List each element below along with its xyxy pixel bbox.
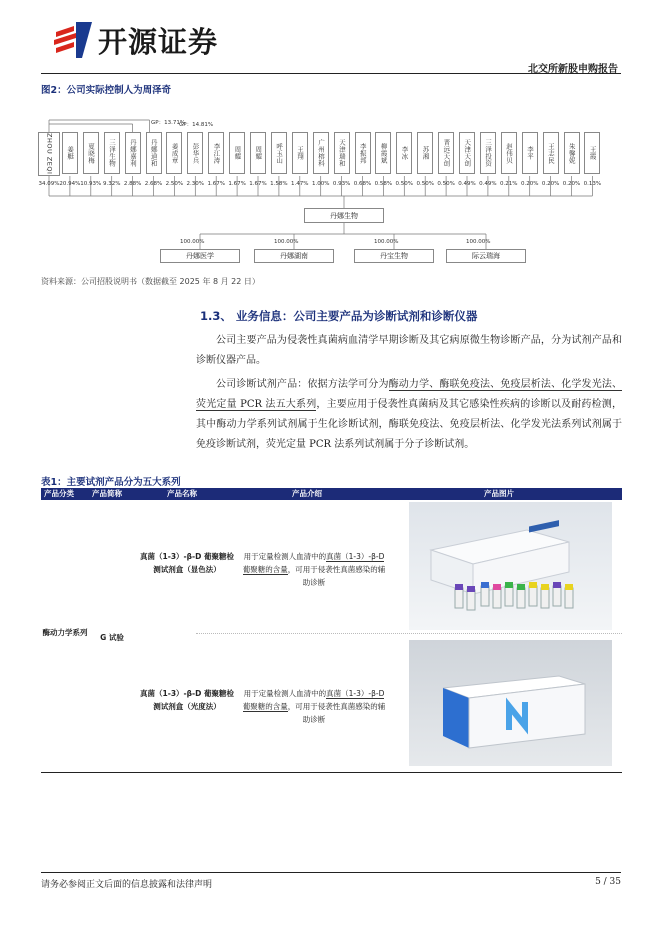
shareholder-box: ZHOU ZEQI xyxy=(38,132,60,176)
section-title: 1.3、 业务信息：公司主要产品为诊断试剂和诊断仪器 xyxy=(200,309,478,323)
header-image: 产品图片 xyxy=(484,489,514,498)
shareholder-pct: 0.50% xyxy=(437,181,455,187)
shareholder-pct: 20.94% xyxy=(59,181,81,187)
shareholder-pct: 0.20% xyxy=(520,181,539,187)
table-bottom-rule xyxy=(41,772,622,773)
subsidiary-pct: 100.00% xyxy=(180,239,205,245)
shareholder-box: 姜成章 xyxy=(166,132,182,174)
shareholder-pct: 0.20% xyxy=(562,181,581,187)
intro-text: ，可用于侵袭性真菌感染的辅助诊断 xyxy=(287,702,386,724)
shareholder-pct: 10.93% xyxy=(80,181,102,187)
intro-text: 用于定量检测人血清中的 xyxy=(243,552,327,561)
shareholder-box: 王霞 xyxy=(584,132,600,174)
shareholder-pct: 2.88% xyxy=(123,181,142,187)
table-title: 表1：主要试剂产品分为五大系列 xyxy=(41,477,181,488)
shareholder-pct: 0.20% xyxy=(541,181,560,187)
shareholder-pct: 1.00% xyxy=(311,181,330,187)
shareholder-pct: 0.58% xyxy=(374,181,393,187)
paragraph-2 xyxy=(196,375,622,455)
gp-label: GP：13.71% xyxy=(151,120,186,126)
shareholder-pct: 2.50% xyxy=(165,181,184,187)
gp-label: GP：14.81% xyxy=(179,122,214,128)
shareholder-box: 晋远天创 xyxy=(438,132,454,174)
intro-underlined: 真菌（1-3）-β-D 葡聚糖的含量 xyxy=(242,689,385,711)
subsidiary-box: 丹宝生物 xyxy=(354,249,434,263)
shareholder-box: 柳霞斌 xyxy=(375,132,391,174)
shareholder-pct: 1.47% xyxy=(291,181,309,187)
shareholder-box: 姜艇 xyxy=(62,132,78,174)
table-row-1-name: 真菌（1-3）-β-D 葡聚糖检测试剂盒（显色法） xyxy=(140,552,234,574)
shareholder-box: 天津瑞和 xyxy=(334,132,350,174)
shareholder-pct: 0.21% xyxy=(500,181,518,187)
shareholder-box: 赵伟贝 xyxy=(501,132,517,174)
shareholder-box: 三泽生物 xyxy=(104,132,120,174)
shareholder-box: 周耀 xyxy=(250,132,266,174)
shareholder-pct: 1.67% xyxy=(249,181,267,187)
subsidiary-pct: 100.00% xyxy=(274,239,299,245)
figure-source: 资料来源：公司招股说明书（数据截至 2025 年 8 月 22 日） xyxy=(41,277,260,286)
table-cell-category: 酶动力学系列 xyxy=(42,628,88,637)
table-header xyxy=(41,488,622,500)
header-intro: 产品介绍 xyxy=(292,489,322,498)
shareholder-box: 李振邦 xyxy=(355,132,371,174)
subsidiary-pct: 100.00% xyxy=(374,239,399,245)
header-divider xyxy=(41,73,621,74)
shareholder-pct: 34.09% xyxy=(38,181,60,187)
subsidiary-box: 际云瑞海 xyxy=(446,249,526,263)
shareholder-pct: 0.13% xyxy=(583,181,602,187)
intro-underlined: 真菌（1-3）-β-D 葡聚糖的含量 xyxy=(242,552,385,574)
shareholder-pct: 1.58% xyxy=(270,181,288,187)
subsidiary-box: 丹娜医学 xyxy=(160,249,240,263)
header-product-name: 产品名称 xyxy=(167,489,197,498)
shareholder-box: 周耀 xyxy=(229,132,245,174)
subsidiary-pct: 100.00% xyxy=(466,239,491,245)
paragraph-2-underlined: 酶动力学、酶联免疫法、免疫层析法、化学发光法、荧光定量 PCR 法五大系列 xyxy=(196,379,623,410)
product-image-kit-colorimetric xyxy=(409,502,612,630)
shareholder-pct: 1.67% xyxy=(228,181,246,187)
intro-text: ，可用于侵袭性真菌感染的辅助诊断 xyxy=(287,565,386,587)
shareholder-box: 王志民 xyxy=(543,132,559,174)
shareholder-pct: 0.49% xyxy=(479,181,497,187)
shareholder-box: 李冰 xyxy=(396,132,412,174)
footer-divider xyxy=(41,872,621,873)
center-company-box: 丹娜生物 xyxy=(304,208,384,223)
shareholder-pct: 0.50% xyxy=(416,181,434,187)
page-number: 5 / 35 xyxy=(595,877,621,887)
company-logo xyxy=(52,20,218,60)
shareholder-pct: 0.93% xyxy=(332,181,351,187)
shareholder-box: 王翔 xyxy=(292,132,308,174)
shareholder-box: 丹娜嘉利 xyxy=(125,132,141,174)
shareholder-pct: 0.50% xyxy=(395,181,414,187)
shareholder-box: 李平 xyxy=(522,132,538,174)
paragraph-2-text-a: 公司诊断试剂产品：依据方法学可分为 xyxy=(216,379,389,390)
shareholder-box: 朱馨妮 xyxy=(564,132,580,174)
subsidiary-box: 丹娜湖南 xyxy=(254,249,334,263)
shareholder-box: 呼玉山 xyxy=(271,132,287,174)
intro-text: 用于定量检测人血清中的 xyxy=(243,689,327,698)
shareholder-box: 李江涛 xyxy=(208,132,224,174)
logo-text: 开源证券 xyxy=(98,24,219,59)
org-chart xyxy=(38,100,621,270)
shareholder-pct: 9.32% xyxy=(102,181,121,187)
shareholder-pct: 1.67% xyxy=(207,181,225,187)
shareholder-pct: 2.68% xyxy=(144,181,163,187)
figure-title: 图2：公司实际控制人为周泽奇 xyxy=(41,85,172,96)
header-category: 产品分类 xyxy=(44,489,74,498)
header-short-name: 产品简称 xyxy=(92,489,122,498)
paragraph-1: 公司主要产品为侵袭性真菌病血清学早期诊断及其它病原微生物诊断产品，分为试剂产品和诊断仪器产品。 xyxy=(196,335,622,366)
table-row-2-name: 真菌（1-3）-β-D 葡聚糖检测试剂盒（光度法） xyxy=(140,689,234,711)
shareholder-box: 天津天创 xyxy=(459,132,475,174)
table-row-1-intro xyxy=(242,550,386,589)
shareholder-pct: 0.68% xyxy=(353,181,372,187)
report-type-label: 北交所新股申购报告 xyxy=(528,64,618,75)
table-row-separator xyxy=(196,633,622,634)
shareholder-box: 三泽投资 xyxy=(480,132,496,174)
shareholder-box: 彭华兵 xyxy=(187,132,203,174)
shareholder-box: 苏湘 xyxy=(417,132,433,174)
table-cell-short-name: G 试验 xyxy=(100,633,124,642)
paragraph-2-text-b: ，主要应用于侵袭性真菌病及其它感染性疾病的诊断以及耐药检测，其中酶动力学系列试剂属于生化诊断试剂，酶联免疫法、免疫层析法、化学发光法系列试剂属于免疫诊断试剂，荧光定量 PCR 法系列试剂属于分子诊断试剂。 xyxy=(196,399,622,450)
shareholder-box: 丹娜道和 xyxy=(146,132,162,174)
shareholder-pct: 0.49% xyxy=(458,181,476,187)
logo-mark-icon xyxy=(52,20,94,60)
footer-disclaimer: 请务必参阅正文后面的信息披露和法律声明 xyxy=(41,880,213,890)
shareholder-pct: 2.30% xyxy=(186,181,205,187)
product-image-kit-photometric xyxy=(409,640,612,766)
shareholder-box: 夏晓梅 xyxy=(83,132,99,174)
table-row-2-intro xyxy=(242,687,386,726)
shareholder-box: 广州榕科 xyxy=(313,132,329,174)
